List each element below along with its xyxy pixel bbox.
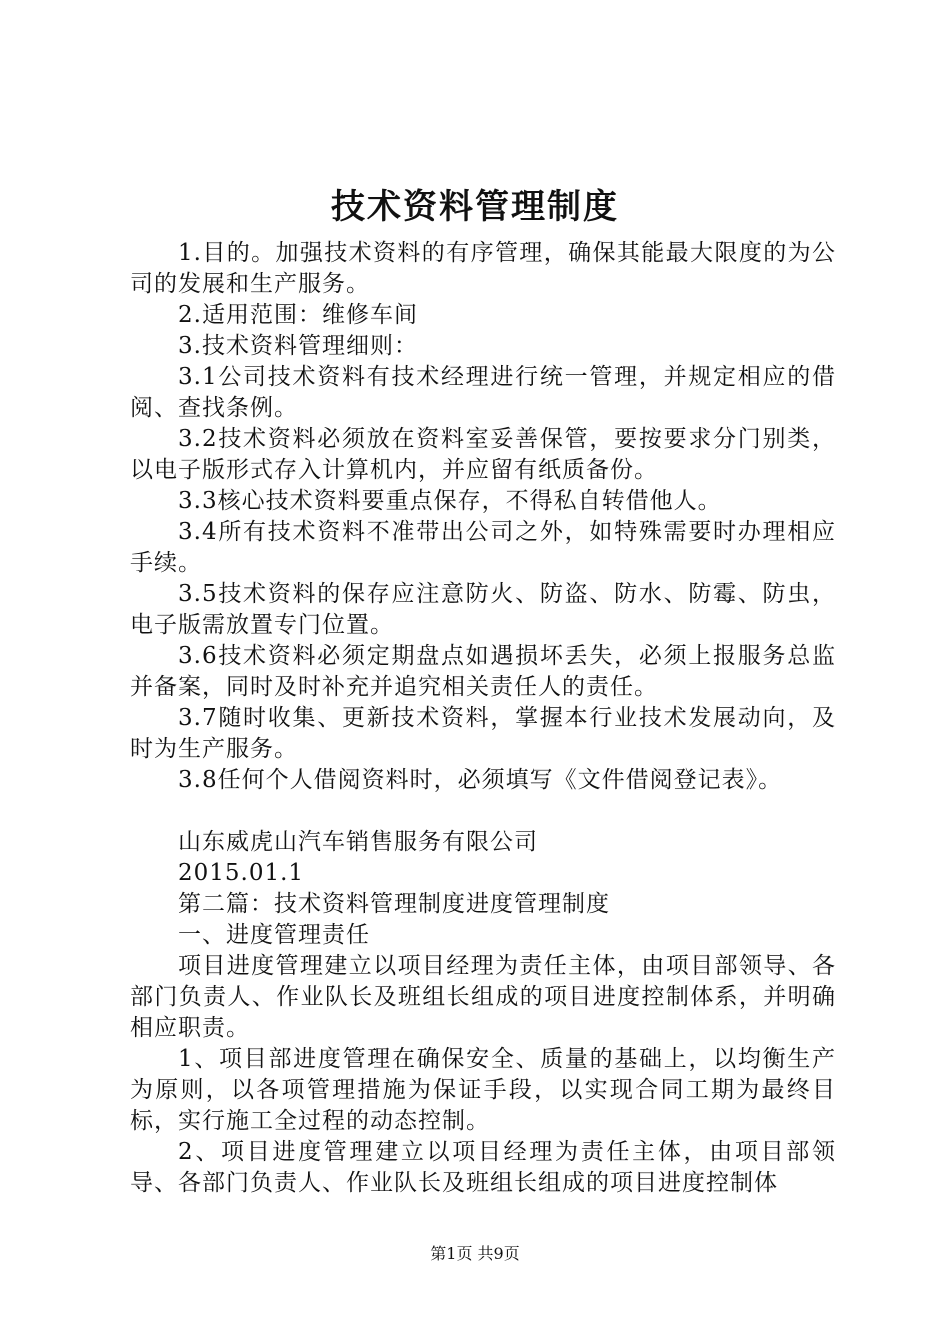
page-number: 第1页 共9页: [430, 1244, 520, 1263]
section-paragraph-2: 2、项目进度管理建立以项目经理为责任主体，由项目部领导、各部门负责人、作业队长及班组长组成的项目进度控制体: [130, 1139, 836, 1196]
company-name: 山东威虎山汽车销售服务有限公司: [178, 829, 538, 855]
paragraph-rules-heading: 3.技术资料管理细则：: [178, 333, 418, 359]
document-body: [130, 238, 836, 1199]
paragraph-rule-3-5: 3.5技术资料的保存应注意防火、防盗、防水、防霉、防虫，电子版需放置专门位置。: [130, 581, 836, 638]
paragraph-scope: 2.适用范围：维修车间: [178, 302, 418, 328]
paragraph-rule-3-3: 3.3核心技术资料要重点保存，不得私自转借他人。: [178, 488, 722, 514]
section-paragraph-intro: 项目进度管理建立以项目经理为责任主体，由项目部领导、各部门负责人、作业队长及班组长组成的项目进度控制体系，并明确相应职责。: [130, 953, 836, 1041]
paragraph-rule-3-6: 3.6技术资料必须定期盘点如遇损坏丢失，必须上报服务总监并备案，同时及时补充并追究相关责任人的责任。: [130, 643, 836, 700]
blank-line: [130, 796, 836, 827]
document-date: 2015.01.1: [178, 860, 305, 886]
paragraph-rule-3-4: 3.4所有技术资料不准带出公司之外，如特殊需要时办理相应手续。: [130, 519, 836, 576]
section-heading: 一、进度管理责任: [178, 922, 370, 948]
paragraph-rule-3-2: 3.2技术资料必须放在资料室妥善保管，要按要求分门别类，以电子版形式存入计算机内，并应留有纸质备份。: [130, 426, 836, 483]
paragraph-rule-3-8: 3.8任何个人借阅资料时，必须填写《文件借阅登记表》。: [178, 767, 783, 793]
section-paragraph-1: 1、项目部进度管理在确保安全、质量的基础上，以均衡生产为原则，以各项管理措施为保证手段，以实现合同工期为最终目标，实行施工全过程的动态控制。: [130, 1046, 836, 1134]
paragraph-rule-3-7: 3.7随时收集、更新技术资料，掌握本行业技术发展动向，及时为生产服务。: [130, 705, 836, 762]
paragraph-purpose: 1.目的。加强技术资料的有序管理，确保其能最大限度的为公司的发展和生产服务。: [130, 240, 836, 297]
paragraph-rule-3-1: 3.1公司技术资料有技术经理进行统一管理，并规定相应的借阅、查找条例。: [130, 364, 836, 421]
document-title: 技术资料管理制度: [331, 187, 619, 227]
section-title: 第二篇：技术资料管理制度进度管理制度: [178, 891, 610, 917]
